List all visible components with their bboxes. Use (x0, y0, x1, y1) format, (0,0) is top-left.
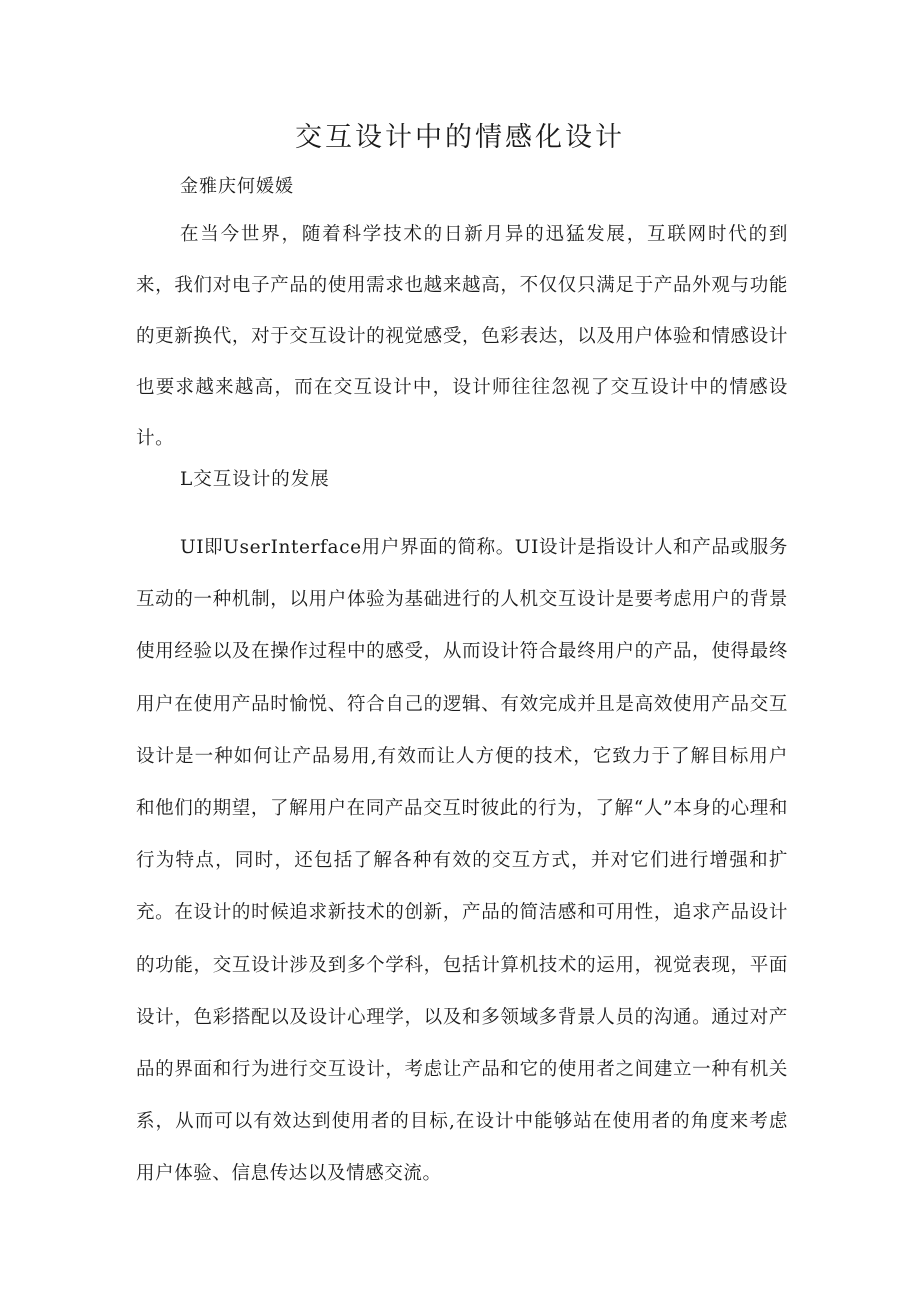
body-paragraph: UI即UserInterface用户界面的简称。UI设计是指设计人和产品或服务互动的一种机制，以用户体验为基础进行的人机交互设计是要考虑用户的背景使用经验以及在操作过程中的感受，从而设计符合最终用户的产品，使得最终用户在使用产品时愉悦、符合自己的逻辑、有效完成并且是高效使用产品交互设计是一种如何让产品易用,有效而让人方便的技术，它致力于了解目标用户和他们的期望，了解用户在同产品交互时彼此的行为，了解“人”本身的心理和行为特点，同时，还包括了解各种有效的交互方式，并对它们进行增强和扩充。在设计的时候追求新技术的创新，产品的简洁感和可用性，追求产品设计的功能，交互设计涉及到多个学科，包括计算机技术的运用，视觉表现，平面设计，色彩搭配以及设计心理学，以及和多领域多背景人员的沟通。通过对产品的界面和行为进行交互设计，考虑让产品和它的使用者之间建立一种有机关系，从而可以有效达到使用者的目标,在设计中能够站在使用者的角度来考虑用户体验、信息传达以及情感交流。 (136, 537, 788, 1185)
document-title: 交互设计中的情感化设计 (295, 122, 625, 153)
intro-paragraph: 在当今世界，随着科学技术的日新月异的迅猛发展，互联网时代的到来，我们对电子产品的使用需求也越来越高，不仅仅只满足于产品外观与功能的更新换代，对于交互设计的视觉感受，色彩表达，以及用户体验和情感设计也要求越来越高，而在交互设计中，设计师往往忽视了交互设计中的情感设计。 (136, 224, 788, 449)
section-heading: L交互设计的发展 (180, 469, 330, 490)
author-line: 金雅庆何媛媛 (180, 176, 294, 197)
